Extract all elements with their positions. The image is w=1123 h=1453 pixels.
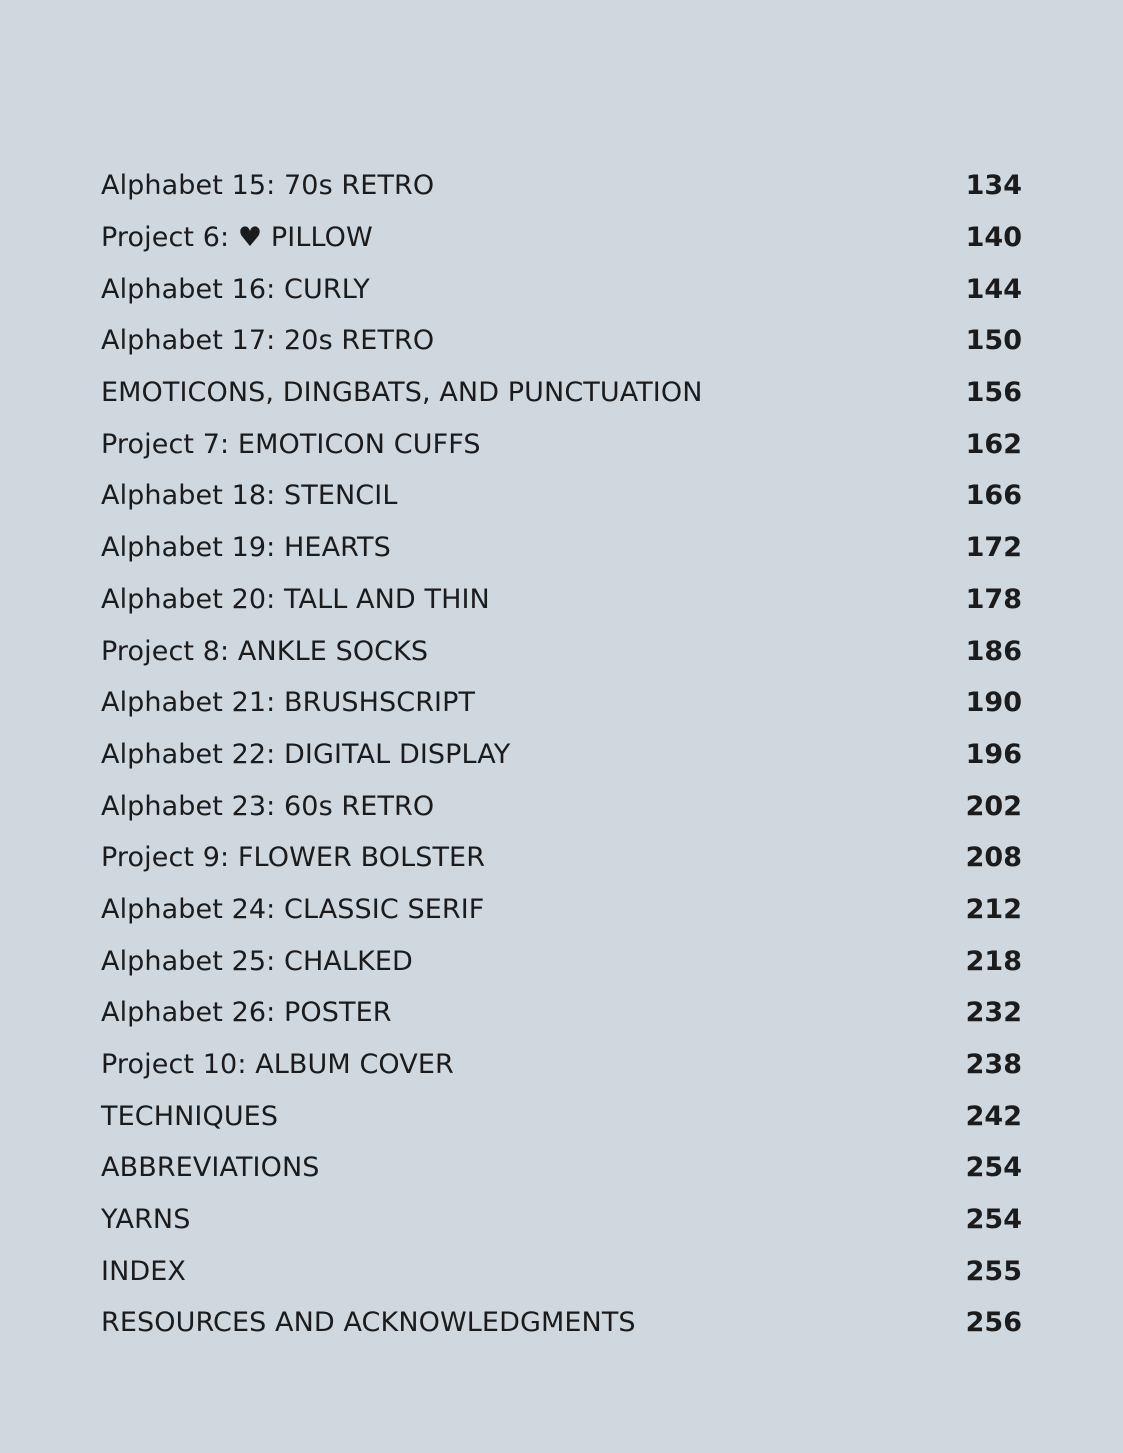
toc-entry[interactable] [101,212,1022,264]
toc-entry-page: 134 [965,170,1022,202]
toc-entry[interactable] [101,522,1022,574]
toc-entry[interactable] [101,418,1022,470]
toc-entry-title: ABBREVIATIONS [101,1152,320,1184]
toc-entry-page: 144 [965,273,1022,305]
toc-entry[interactable] [101,470,1022,522]
toc-entry-page: 256 [965,1307,1022,1339]
toc-entry-title: EMOTICONS, DINGBATS, AND PUNCTUATION [101,377,703,409]
table-of-contents [101,160,1022,1349]
toc-entry-title: Alphabet 22: DIGITAL DISPLAY [101,738,511,770]
toc-entry[interactable] [101,1142,1022,1194]
toc-entry-page: 242 [965,1100,1022,1132]
toc-entry-title: Alphabet 24: CLASSIC SERIF [101,893,485,925]
toc-entry-page: 140 [965,222,1022,254]
toc-entry-title: Project 10: ALBUM COVER [101,1049,454,1081]
toc-entry[interactable] [101,263,1022,315]
toc-entry[interactable] [101,1297,1022,1349]
toc-entry-title: Project 9: FLOWER BOLSTER [101,842,486,874]
toc-entry[interactable] [101,574,1022,626]
toc-entry[interactable] [101,935,1022,987]
toc-entry[interactable] [101,729,1022,781]
toc-entry[interactable] [101,315,1022,367]
toc-entry[interactable] [101,780,1022,832]
toc-entry-page: 172 [965,532,1022,564]
toc-entry-title: Project 8: ANKLE SOCKS [101,635,429,667]
toc-entry-page: 218 [965,945,1022,977]
toc-entry-page: 208 [965,842,1022,874]
toc-entry-page: 196 [965,738,1022,770]
toc-entry[interactable] [101,1245,1022,1297]
toc-entry-page: 156 [965,377,1022,409]
toc-entry-title: Alphabet 17: 20s RETRO [101,325,435,357]
toc-entry[interactable] [101,625,1022,677]
toc-entry[interactable] [101,884,1022,936]
toc-entry-title: Alphabet 16: CURLY [101,273,370,305]
toc-entry[interactable] [101,1194,1022,1246]
toc-entry-page: 212 [965,893,1022,925]
toc-entry[interactable] [101,1039,1022,1091]
toc-entry[interactable] [101,832,1022,884]
toc-entry-title: Alphabet 21: BRUSHSCRIPT [101,687,476,719]
toc-entry-title-suffix: PILLOW [262,222,373,254]
toc-entry[interactable] [101,677,1022,729]
toc-entry-title: Alphabet 18: STENCIL [101,480,398,512]
toc-entry-page: 254 [965,1152,1022,1184]
toc-entry-page: 178 [965,583,1022,615]
toc-entry-title: Alphabet 25: CHALKED [101,945,413,977]
toc-entry-title: Alphabet 26: POSTER [101,997,392,1029]
toc-entry-title-prefix: Project 6: [101,222,238,254]
toc-entry-title: TECHNIQUES [101,1100,279,1132]
toc-entry-page: 190 [965,687,1022,719]
toc-entry-title: Alphabet 19: HEARTS [101,532,391,564]
toc-entry-title: YARNS [101,1204,191,1236]
toc-entry[interactable] [101,367,1022,419]
toc-entry-page: 232 [965,997,1022,1029]
toc-entry-page: 162 [965,428,1022,460]
toc-entry-title: RESOURCES AND ACKNOWLEDGMENTS [101,1307,636,1339]
toc-entry[interactable] [101,1090,1022,1142]
toc-entry-title: Project 7: EMOTICON CUFFS [101,428,481,460]
toc-entry-page: 238 [965,1049,1022,1081]
toc-entry-title: Alphabet 20: TALL AND THIN [101,583,490,615]
toc-entry-page: 254 [965,1204,1022,1236]
toc-entry-title [101,222,373,253]
toc-entry-page: 202 [965,790,1022,822]
toc-entry-title: Alphabet 23: 60s RETRO [101,790,435,822]
toc-entry-page: 186 [965,635,1022,667]
toc-entry[interactable] [101,160,1022,212]
heart-icon: ♥ [237,222,263,254]
toc-entry-title: INDEX [101,1255,187,1287]
toc-entry-page: 255 [965,1255,1022,1287]
toc-entry-page: 150 [965,325,1022,357]
toc-entry-title: Alphabet 15: 70s RETRO [101,170,435,202]
toc-entry[interactable] [101,987,1022,1039]
toc-entry-page: 166 [965,480,1022,512]
